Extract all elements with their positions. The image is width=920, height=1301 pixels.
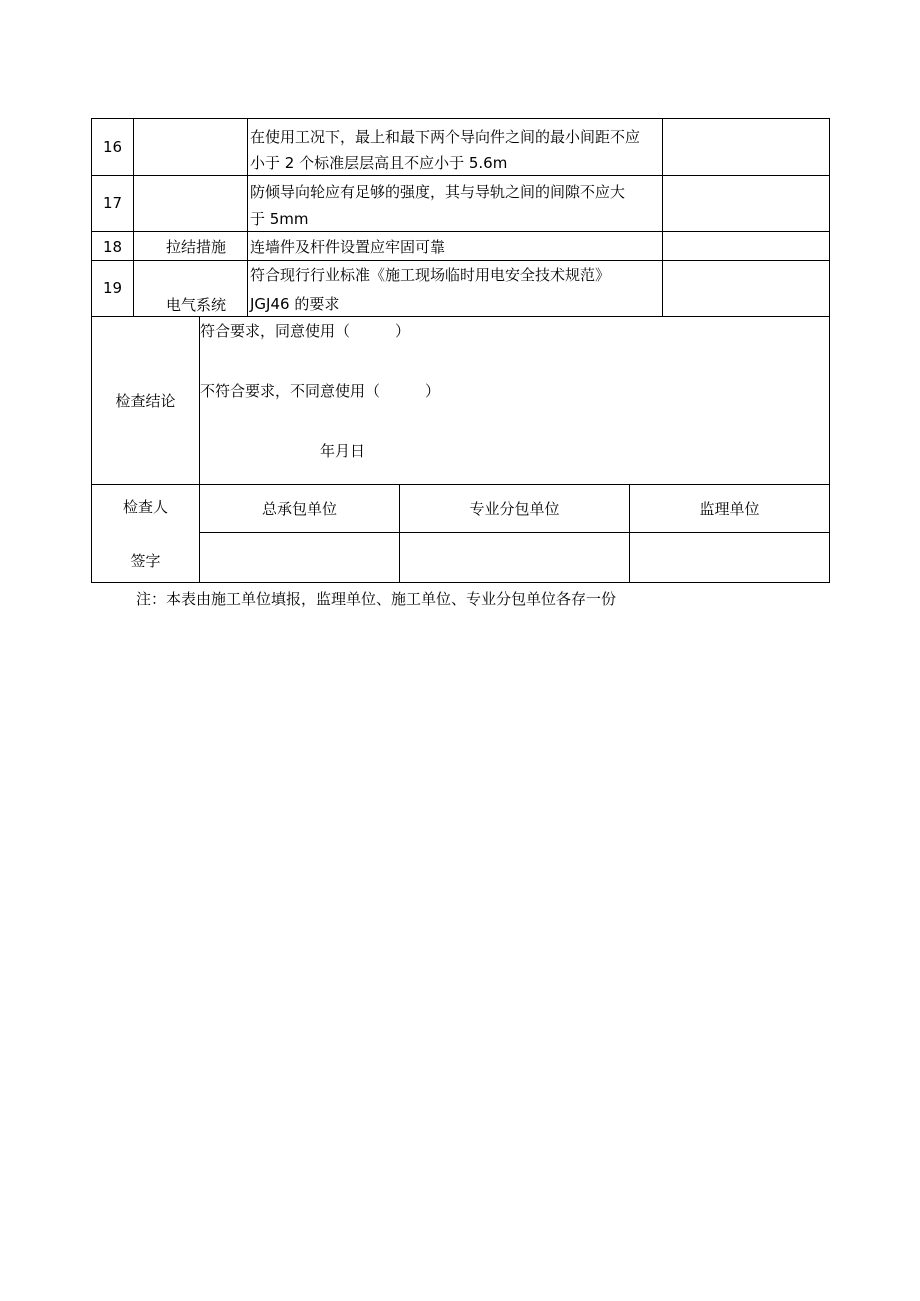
- row-requirement-line: 符合现行行业标准《施工现场临时用电安全技术规范》: [250, 266, 611, 284]
- row-number: 17: [102, 194, 123, 212]
- row-number: 18: [102, 238, 123, 256]
- row-number: 19: [102, 279, 123, 297]
- row-requirement-line: 防倾导向轮应有足够的强度，其与导轨之间的间隙不应大: [250, 183, 626, 201]
- conclusion-agree: 符合要求，同意使用（ ）: [200, 322, 411, 340]
- row-category: 拉结措施: [165, 238, 226, 256]
- row-requirement-line: 于 5mm: [250, 210, 309, 228]
- row-category: 电气系统: [165, 296, 226, 314]
- conclusion-label: 检查结论: [115, 392, 176, 410]
- conclusion-disagree: 不符合要求，不同意使用（ ）: [200, 382, 441, 400]
- signature-column-header: 专业分包单位: [469, 500, 560, 518]
- conclusion-date: 年月日: [320, 442, 366, 460]
- signature-label: 签字: [130, 552, 161, 570]
- signature-column-header: 监理单位: [699, 500, 760, 518]
- row-requirement-line: 小于 2 个标准层层高且不应小于 5.6m: [250, 154, 508, 172]
- row-requirement-line: JGJ46 的要求: [250, 295, 340, 313]
- table-note: 注：本表由施工单位填报，监理单位、施工单位、专业分包单位各存一份: [136, 590, 617, 608]
- signature-column-header: 总承包单位: [261, 500, 337, 518]
- row-number: 16: [102, 138, 123, 156]
- row-requirement-line: 在使用工况下，最上和最下两个导向件之间的最小间距不应: [250, 128, 641, 146]
- inspector-label: 检查人: [122, 498, 168, 516]
- row-requirement-line: 连墙件及杆件设置应牢固可靠: [250, 238, 446, 256]
